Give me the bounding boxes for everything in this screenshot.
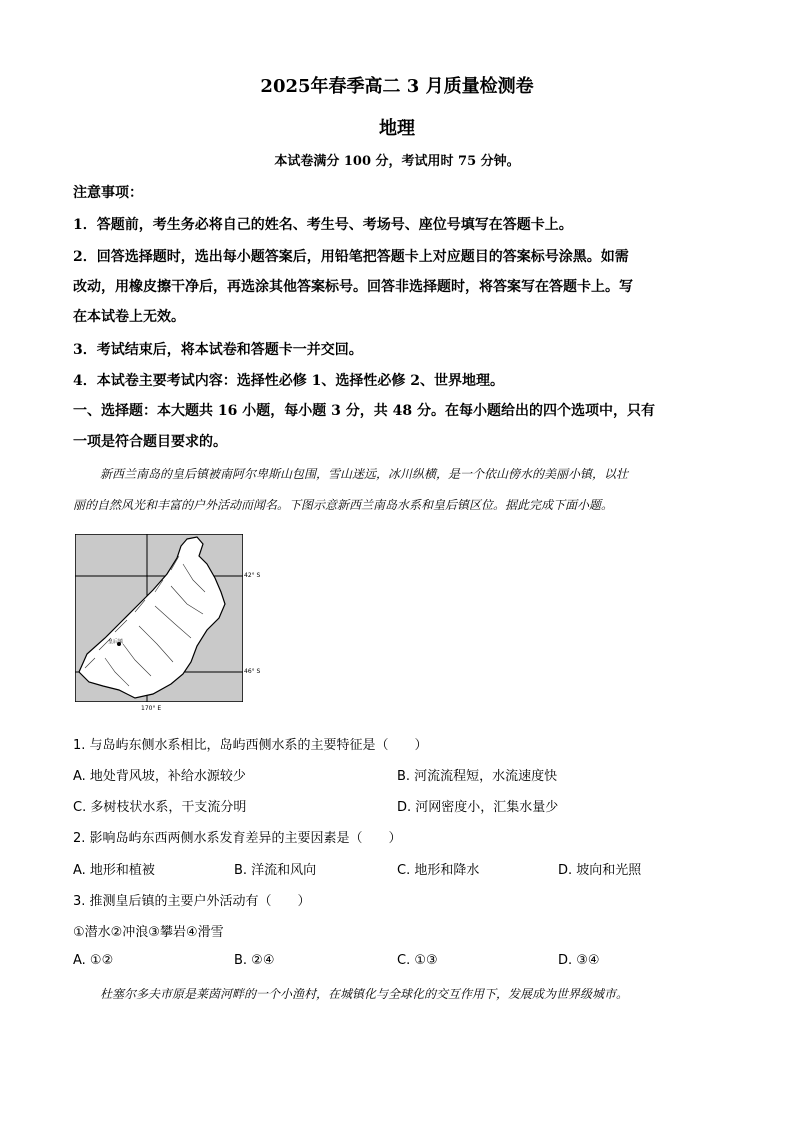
notice-item-1: 1．答题前，考生务必将自己的姓名、考生号、考场号、座位号填写在答题卡上。 — [73, 217, 573, 233]
subject-title: 地理 — [379, 118, 415, 139]
notice-item-3: 3．考试结束后，将本试卷和答题卡一并交回。 — [73, 342, 363, 358]
q2-option-b: B. 洋流和风向 — [234, 863, 317, 878]
q1-option-d: D. 河网密度小，汇集水量少 — [397, 800, 559, 815]
passage-1-line-1: 新西兰南岛的皇后镇被南阿尔卑斯山包围，雪山迷远，冰川纵横，是一个依山傍水的美丽小镇，以壮 — [100, 467, 629, 481]
q1-option-b: B. 河流流程短，水流速度快 — [397, 769, 558, 784]
notice-item-2: 2．回答选择题时，选出每小题答案后，用铅笔把答题卡上对应题目的答案标号涂黑。如需 — [73, 249, 629, 265]
passage-2: 杜塞尔多夫市原是莱茵河畔的一个小渔村，在城镇化与全球化的交互作用下，发展成为世界级城市。 — [100, 987, 629, 1001]
question-1-stem: 1. 与岛屿东侧水系相比，岛屿西侧水系的主要特征是（ ） — [73, 738, 428, 753]
notice-item-4: 4．本试卷主要考试内容：选择性必修 1、选择性必修 2、世界地理。 — [73, 373, 504, 389]
q3-option-b: B. ②④ — [234, 953, 275, 968]
question-3-items: ①潜水②冲浪③攀岩④滑雪 — [73, 925, 224, 940]
lat-42-label: 42° S — [244, 572, 261, 579]
q1-option-a: A. 地处背风坡，补给水源较少 — [73, 769, 246, 784]
question-2-stem: 2. 影响岛屿东西两侧水系发育差异的主要因素是（ ） — [73, 831, 402, 846]
q3-option-a: A. ①② — [73, 953, 114, 968]
notice-item-2-end: 在本试卷上无效。 — [73, 309, 185, 325]
q2-option-a: A. 地形和植被 — [73, 863, 155, 878]
lat-46-label: 46° S — [244, 668, 261, 675]
section-heading: 一、选择题：本大题共 16 小题，每小题 3 分，共 48 分。在每小题给出的四个选项中，只有 — [73, 403, 655, 419]
exam-title: 2025年春季高二 3 月质量检测卷 — [260, 76, 534, 97]
lon-170-label: 170° E — [141, 705, 162, 712]
south-island-map — [75, 534, 243, 702]
q1-option-c: C. 多树枝状水系，干支流分明 — [73, 800, 247, 815]
passage-1-line-2: 丽的自然风光和丰富的户外活动而闻名。下图示意新西兰南岛水系和皇后镇区位。据此完成下面小题。 — [73, 498, 614, 512]
notice-heading: 注意事项： — [73, 185, 143, 201]
q3-option-c: C. ①③ — [397, 953, 438, 968]
notice-item-2-cont: 改动，用橡皮擦干净后，再选涂其他答案标号。回答非选择题时，将答案写在答题卡上。写 — [73, 279, 633, 295]
q3-option-d: D. ③④ — [558, 953, 600, 968]
q2-option-d: D. 坡向和光照 — [558, 863, 642, 878]
q2-option-c: C. 地形和降水 — [397, 863, 480, 878]
town-label: 皇后镇 — [108, 639, 124, 645]
question-3-stem: 3. 推测皇后镇的主要户外活动有（ ） — [73, 894, 311, 909]
section-heading-cont: 一项是符合题目要求的。 — [73, 434, 227, 450]
exam-note: 本试卷满分 100 分，考试用时 75 分钟。 — [274, 154, 520, 169]
